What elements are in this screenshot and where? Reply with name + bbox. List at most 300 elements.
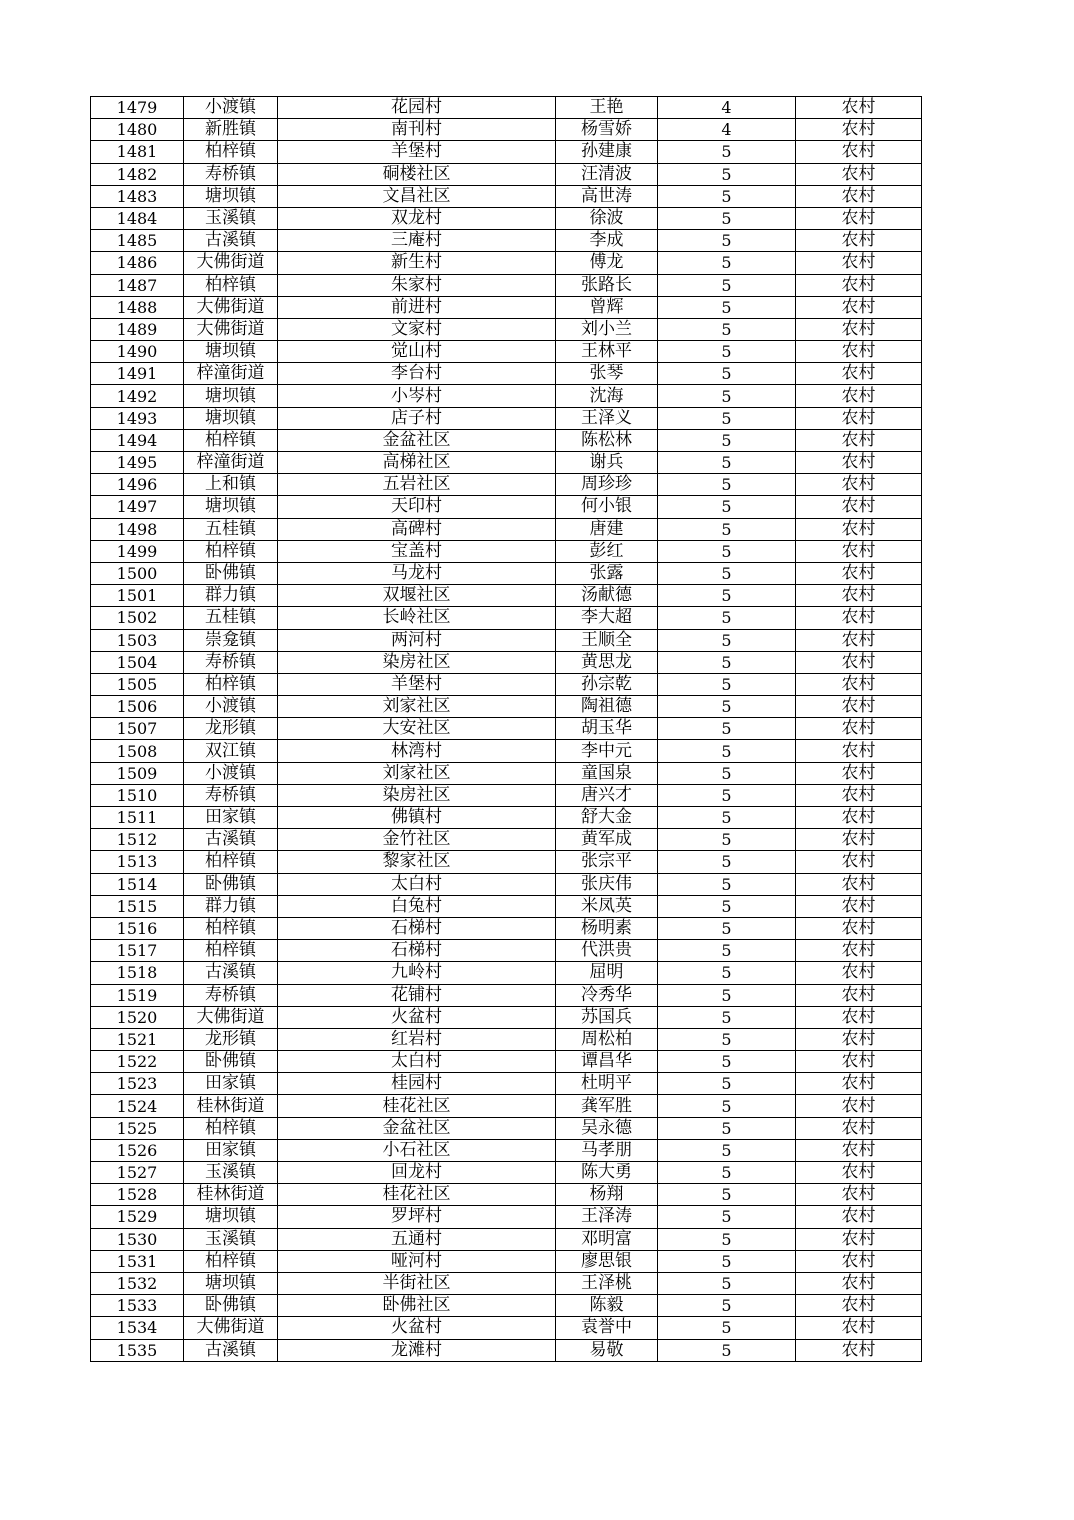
area-type-cell: 农村 (796, 119, 922, 141)
area-type-cell: 农村 (796, 762, 922, 784)
area-type-cell: 农村 (796, 230, 922, 252)
person-name-cell: 童国泉 (556, 762, 658, 784)
town-cell: 寿桥镇 (184, 163, 278, 185)
person-name-cell: 周珍珍 (556, 474, 658, 496)
village-cell: 大安社区 (278, 718, 556, 740)
count-cell: 5 (658, 873, 796, 895)
row-number-cell: 1508 (91, 740, 184, 762)
person-name-cell: 黄军成 (556, 829, 658, 851)
table-row (91, 1139, 922, 1161)
row-number-cell: 1512 (91, 829, 184, 851)
area-type-cell: 农村 (796, 1228, 922, 1250)
village-cell: 小石社区 (278, 1139, 556, 1161)
count-cell: 5 (658, 1139, 796, 1161)
area-type-cell: 农村 (796, 917, 922, 939)
town-cell: 大佛街道 (184, 318, 278, 340)
table-row (91, 1073, 922, 1095)
count-cell: 5 (658, 496, 796, 518)
person-name-cell: 唐兴才 (556, 784, 658, 806)
town-cell: 柏梓镇 (184, 673, 278, 695)
count-cell: 5 (658, 1206, 796, 1228)
village-cell: 龙滩村 (278, 1339, 556, 1361)
row-number-cell: 1492 (91, 385, 184, 407)
area-type-cell: 农村 (796, 363, 922, 385)
village-cell: 太白村 (278, 1051, 556, 1073)
village-cell: 桂花社区 (278, 1095, 556, 1117)
count-cell: 5 (658, 829, 796, 851)
row-number-cell: 1518 (91, 962, 184, 984)
count-cell: 5 (658, 1250, 796, 1272)
table-row (91, 784, 922, 806)
table-row (91, 252, 922, 274)
village-cell: 文昌社区 (278, 185, 556, 207)
count-cell: 5 (658, 1073, 796, 1095)
village-cell: 回龙村 (278, 1162, 556, 1184)
row-number-cell: 1507 (91, 718, 184, 740)
town-cell: 玉溪镇 (184, 1162, 278, 1184)
table-row (91, 807, 922, 829)
area-type-cell: 农村 (796, 696, 922, 718)
town-cell: 五桂镇 (184, 518, 278, 540)
area-type-cell: 农村 (796, 407, 922, 429)
person-name-cell: 王泽桃 (556, 1272, 658, 1294)
village-cell: 硐楼社区 (278, 163, 556, 185)
town-cell: 大佛街道 (184, 296, 278, 318)
town-cell: 大佛街道 (184, 1317, 278, 1339)
count-cell: 5 (658, 784, 796, 806)
area-type-cell: 农村 (796, 318, 922, 340)
row-number-cell: 1483 (91, 185, 184, 207)
town-cell: 玉溪镇 (184, 207, 278, 229)
count-cell: 5 (658, 274, 796, 296)
village-cell: 太白村 (278, 873, 556, 895)
village-cell: 金竹社区 (278, 829, 556, 851)
table-row (91, 540, 922, 562)
count-cell: 5 (658, 1051, 796, 1073)
town-cell: 塘坝镇 (184, 185, 278, 207)
town-cell: 柏梓镇 (184, 540, 278, 562)
person-name-cell: 冷秀华 (556, 984, 658, 1006)
person-name-cell: 徐波 (556, 207, 658, 229)
count-cell: 5 (658, 895, 796, 917)
row-number-cell: 1482 (91, 163, 184, 185)
count-cell: 4 (658, 119, 796, 141)
row-number-cell: 1520 (91, 1006, 184, 1028)
table-row (91, 496, 922, 518)
person-name-cell: 马孝朋 (556, 1139, 658, 1161)
table-row (91, 673, 922, 695)
village-cell: 黎家社区 (278, 851, 556, 873)
row-number-cell: 1521 (91, 1028, 184, 1050)
count-cell: 5 (658, 363, 796, 385)
area-type-cell: 农村 (796, 651, 922, 673)
village-cell: 金盆社区 (278, 429, 556, 451)
row-number-cell: 1516 (91, 917, 184, 939)
count-cell: 5 (658, 1339, 796, 1361)
person-name-cell: 易敬 (556, 1339, 658, 1361)
area-type-cell: 农村 (796, 740, 922, 762)
area-type-cell: 农村 (796, 185, 922, 207)
person-name-cell: 张庆伟 (556, 873, 658, 895)
town-cell: 古溪镇 (184, 230, 278, 252)
count-cell: 5 (658, 807, 796, 829)
village-cell: 南刊村 (278, 119, 556, 141)
table-row (91, 452, 922, 474)
village-cell: 哑河村 (278, 1250, 556, 1272)
person-name-cell: 李大超 (556, 607, 658, 629)
town-cell: 新胜镇 (184, 119, 278, 141)
village-cell: 罗坪村 (278, 1206, 556, 1228)
row-number-cell: 1535 (91, 1339, 184, 1361)
town-cell: 卧佛镇 (184, 562, 278, 584)
count-cell: 4 (658, 97, 796, 119)
count-cell: 5 (658, 607, 796, 629)
town-cell: 上和镇 (184, 474, 278, 496)
row-number-cell: 1519 (91, 984, 184, 1006)
row-number-cell: 1505 (91, 673, 184, 695)
count-cell: 5 (658, 252, 796, 274)
village-cell: 花园村 (278, 97, 556, 119)
area-type-cell: 农村 (796, 607, 922, 629)
town-cell: 寿桥镇 (184, 651, 278, 673)
area-type-cell: 农村 (796, 141, 922, 163)
village-cell: 五岩社区 (278, 474, 556, 496)
table-row (91, 962, 922, 984)
table-row (91, 141, 922, 163)
person-name-cell: 张路长 (556, 274, 658, 296)
count-cell: 5 (658, 718, 796, 740)
row-number-cell: 1484 (91, 207, 184, 229)
village-cell: 朱家村 (278, 274, 556, 296)
village-cell: 长岭社区 (278, 607, 556, 629)
table-row (91, 318, 922, 340)
count-cell: 5 (658, 385, 796, 407)
town-cell: 龙形镇 (184, 718, 278, 740)
area-type-cell: 农村 (796, 829, 922, 851)
area-type-cell: 农村 (796, 585, 922, 607)
person-name-cell: 曾辉 (556, 296, 658, 318)
person-name-cell: 邓明富 (556, 1228, 658, 1250)
count-cell: 5 (658, 1095, 796, 1117)
town-cell: 梓潼街道 (184, 363, 278, 385)
table-row (91, 1051, 922, 1073)
village-cell: 刘家社区 (278, 762, 556, 784)
area-type-cell: 农村 (796, 452, 922, 474)
row-number-cell: 1515 (91, 895, 184, 917)
area-type-cell: 农村 (796, 1139, 922, 1161)
area-type-cell: 农村 (796, 474, 922, 496)
row-number-cell: 1513 (91, 851, 184, 873)
person-name-cell: 孙建康 (556, 141, 658, 163)
table-row (91, 629, 922, 651)
row-number-cell: 1510 (91, 784, 184, 806)
row-number-cell: 1523 (91, 1073, 184, 1095)
count-cell: 5 (658, 1317, 796, 1339)
town-cell: 桂林街道 (184, 1095, 278, 1117)
village-cell: 火盆村 (278, 1006, 556, 1028)
table-row (91, 1028, 922, 1050)
row-number-cell: 1528 (91, 1184, 184, 1206)
person-name-cell: 黄思龙 (556, 651, 658, 673)
person-name-cell: 龚军胜 (556, 1095, 658, 1117)
town-cell: 桂林街道 (184, 1184, 278, 1206)
area-type-cell: 农村 (796, 429, 922, 451)
count-cell: 5 (658, 629, 796, 651)
person-name-cell: 袁誉中 (556, 1317, 658, 1339)
count-cell: 5 (658, 452, 796, 474)
row-number-cell: 1503 (91, 629, 184, 651)
table-row (91, 385, 922, 407)
row-number-cell: 1493 (91, 407, 184, 429)
person-name-cell: 傅龙 (556, 252, 658, 274)
person-name-cell: 谢兵 (556, 452, 658, 474)
count-cell: 5 (658, 1006, 796, 1028)
person-name-cell: 陈毅 (556, 1295, 658, 1317)
area-type-cell: 农村 (796, 1184, 922, 1206)
row-number-cell: 1485 (91, 230, 184, 252)
town-cell: 五桂镇 (184, 607, 278, 629)
table-row (91, 917, 922, 939)
person-name-cell: 杨雪娇 (556, 119, 658, 141)
person-name-cell: 陶祖德 (556, 696, 658, 718)
area-type-cell: 农村 (796, 341, 922, 363)
town-cell: 卧佛镇 (184, 873, 278, 895)
person-name-cell: 何小银 (556, 496, 658, 518)
person-name-cell: 沈海 (556, 385, 658, 407)
row-number-cell: 1514 (91, 873, 184, 895)
table-row (91, 984, 922, 1006)
village-cell: 两河村 (278, 629, 556, 651)
person-name-cell: 米凤英 (556, 895, 658, 917)
row-number-cell: 1479 (91, 97, 184, 119)
village-cell: 染房社区 (278, 651, 556, 673)
count-cell: 5 (658, 429, 796, 451)
area-type-cell: 农村 (796, 385, 922, 407)
area-type-cell: 农村 (796, 1317, 922, 1339)
row-number-cell: 1499 (91, 540, 184, 562)
town-cell: 柏梓镇 (184, 274, 278, 296)
person-name-cell: 代洪贵 (556, 940, 658, 962)
row-number-cell: 1496 (91, 474, 184, 496)
town-cell: 卧佛镇 (184, 1295, 278, 1317)
area-type-cell: 农村 (796, 940, 922, 962)
village-cell: 佛镇村 (278, 807, 556, 829)
row-number-cell: 1530 (91, 1228, 184, 1250)
village-cell: 羊堡村 (278, 673, 556, 695)
table-row (91, 207, 922, 229)
person-name-cell: 王泽涛 (556, 1206, 658, 1228)
town-cell: 塘坝镇 (184, 496, 278, 518)
town-cell: 古溪镇 (184, 1339, 278, 1361)
person-name-cell: 刘小兰 (556, 318, 658, 340)
town-cell: 柏梓镇 (184, 851, 278, 873)
town-cell: 大佛街道 (184, 1006, 278, 1028)
count-cell: 5 (658, 207, 796, 229)
area-type-cell: 农村 (796, 1117, 922, 1139)
row-number-cell: 1490 (91, 341, 184, 363)
table-row (91, 1117, 922, 1139)
count-cell: 5 (658, 296, 796, 318)
count-cell: 5 (658, 962, 796, 984)
table-row (91, 341, 922, 363)
person-name-cell: 彭红 (556, 540, 658, 562)
person-name-cell: 王顺全 (556, 629, 658, 651)
area-type-cell: 农村 (796, 274, 922, 296)
area-type-cell: 农村 (796, 629, 922, 651)
table-row (91, 230, 922, 252)
person-name-cell: 高世涛 (556, 185, 658, 207)
area-type-cell: 农村 (796, 1051, 922, 1073)
town-cell: 古溪镇 (184, 829, 278, 851)
village-cell: 金盆社区 (278, 1117, 556, 1139)
person-name-cell: 张宗平 (556, 851, 658, 873)
table-row (91, 1184, 922, 1206)
row-number-cell: 1495 (91, 452, 184, 474)
village-cell: 店子村 (278, 407, 556, 429)
town-cell: 田家镇 (184, 1139, 278, 1161)
person-name-cell: 苏国兵 (556, 1006, 658, 1028)
area-type-cell: 农村 (796, 252, 922, 274)
row-number-cell: 1489 (91, 318, 184, 340)
town-cell: 大佛街道 (184, 252, 278, 274)
village-cell: 石梯村 (278, 940, 556, 962)
row-number-cell: 1534 (91, 1317, 184, 1339)
village-cell: 宝盖村 (278, 540, 556, 562)
town-cell: 田家镇 (184, 807, 278, 829)
town-cell: 塘坝镇 (184, 1272, 278, 1294)
town-cell: 塘坝镇 (184, 407, 278, 429)
table-row (91, 474, 922, 496)
count-cell: 5 (658, 1272, 796, 1294)
person-name-cell: 廖思银 (556, 1250, 658, 1272)
area-type-cell: 农村 (796, 784, 922, 806)
area-type-cell: 农村 (796, 518, 922, 540)
table-row (91, 97, 922, 119)
village-cell: 新生村 (278, 252, 556, 274)
village-cell: 五通村 (278, 1228, 556, 1250)
area-type-cell: 农村 (796, 1006, 922, 1028)
table-row (91, 562, 922, 584)
town-cell: 小渡镇 (184, 762, 278, 784)
count-cell: 5 (658, 673, 796, 695)
row-number-cell: 1498 (91, 518, 184, 540)
town-cell: 田家镇 (184, 1073, 278, 1095)
village-cell: 白兔村 (278, 895, 556, 917)
area-type-cell: 农村 (796, 163, 922, 185)
area-type-cell: 农村 (796, 962, 922, 984)
person-name-cell: 王泽义 (556, 407, 658, 429)
area-type-cell: 农村 (796, 1250, 922, 1272)
row-number-cell: 1501 (91, 585, 184, 607)
town-cell: 小渡镇 (184, 97, 278, 119)
row-number-cell: 1517 (91, 940, 184, 962)
row-number-cell: 1494 (91, 429, 184, 451)
village-cell: 桂花社区 (278, 1184, 556, 1206)
count-cell: 5 (658, 341, 796, 363)
table-row (91, 873, 922, 895)
table-row (91, 895, 922, 917)
count-cell: 5 (658, 696, 796, 718)
table-row (91, 163, 922, 185)
row-number-cell: 1481 (91, 141, 184, 163)
person-name-cell: 杨明素 (556, 917, 658, 939)
area-type-cell: 农村 (796, 1095, 922, 1117)
village-cell: 石梯村 (278, 917, 556, 939)
town-cell: 柏梓镇 (184, 940, 278, 962)
town-cell: 梓潼街道 (184, 452, 278, 474)
village-cell: 羊堡村 (278, 141, 556, 163)
town-cell: 柏梓镇 (184, 1250, 278, 1272)
area-type-cell: 农村 (796, 207, 922, 229)
person-name-cell: 汪清波 (556, 163, 658, 185)
table-row (91, 296, 922, 318)
table-row (91, 1295, 922, 1317)
village-cell: 林湾村 (278, 740, 556, 762)
person-name-cell: 吴永德 (556, 1117, 658, 1139)
town-cell: 群力镇 (184, 895, 278, 917)
table-row (91, 829, 922, 851)
village-cell: 前进村 (278, 296, 556, 318)
person-name-cell: 陈大勇 (556, 1162, 658, 1184)
village-cell: 双堰社区 (278, 585, 556, 607)
area-type-cell: 农村 (796, 97, 922, 119)
row-number-cell: 1524 (91, 1095, 184, 1117)
row-number-cell: 1480 (91, 119, 184, 141)
village-cell: 觉山村 (278, 341, 556, 363)
count-cell: 5 (658, 740, 796, 762)
area-type-cell: 农村 (796, 1206, 922, 1228)
count-cell: 5 (658, 1295, 796, 1317)
area-type-cell: 农村 (796, 1162, 922, 1184)
area-type-cell: 农村 (796, 807, 922, 829)
table-row (91, 940, 922, 962)
table-body (91, 97, 922, 1362)
town-cell: 崇龛镇 (184, 629, 278, 651)
row-number-cell: 1509 (91, 762, 184, 784)
area-type-cell: 农村 (796, 1295, 922, 1317)
count-cell: 5 (658, 1028, 796, 1050)
table-row (91, 696, 922, 718)
row-number-cell: 1529 (91, 1206, 184, 1228)
village-cell: 卧佛社区 (278, 1295, 556, 1317)
village-cell: 文家村 (278, 318, 556, 340)
area-type-cell: 农村 (796, 1028, 922, 1050)
village-cell: 染房社区 (278, 784, 556, 806)
table-row (91, 1006, 922, 1028)
area-type-cell: 农村 (796, 718, 922, 740)
table-row (91, 607, 922, 629)
count-cell: 5 (658, 762, 796, 784)
table-row (91, 1339, 922, 1361)
town-cell: 塘坝镇 (184, 1206, 278, 1228)
row-number-cell: 1502 (91, 607, 184, 629)
table-row (91, 429, 922, 451)
village-cell: 小岑村 (278, 385, 556, 407)
count-cell: 5 (658, 141, 796, 163)
count-cell: 5 (658, 185, 796, 207)
area-type-cell: 农村 (796, 873, 922, 895)
table-row (91, 740, 922, 762)
town-cell: 柏梓镇 (184, 429, 278, 451)
row-number-cell: 1522 (91, 1051, 184, 1073)
table-row (91, 1228, 922, 1250)
village-cell: 刘家社区 (278, 696, 556, 718)
table-row (91, 762, 922, 784)
table-row (91, 1095, 922, 1117)
row-number-cell: 1500 (91, 562, 184, 584)
area-type-cell: 农村 (796, 895, 922, 917)
table-row (91, 518, 922, 540)
